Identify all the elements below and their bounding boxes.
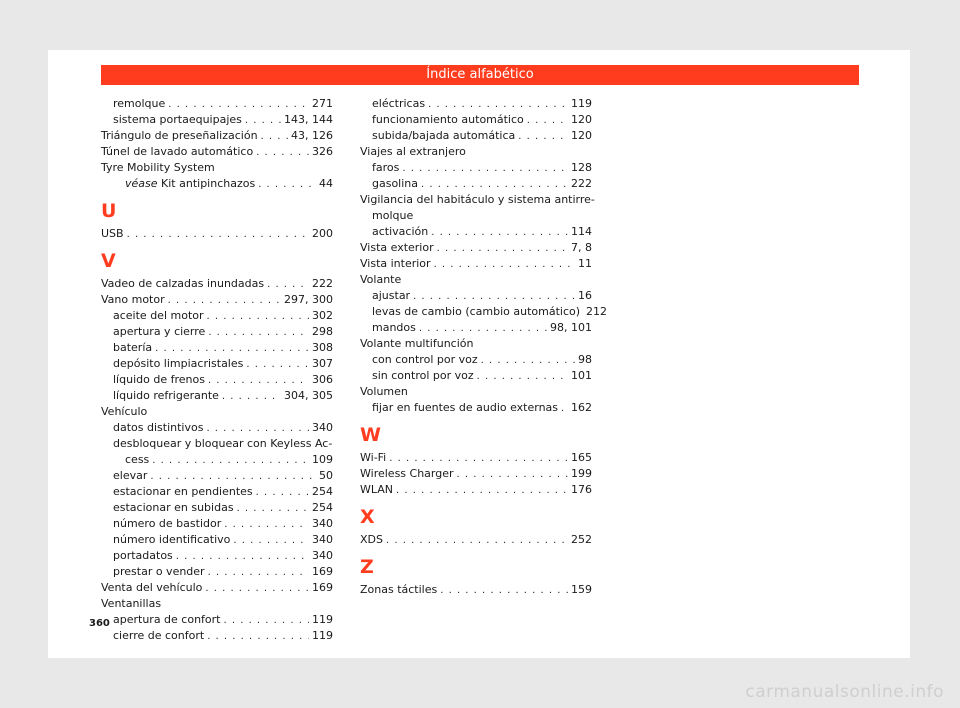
index-entry: [101, 564, 333, 580]
entry-text: número identificativo: [113, 533, 231, 546]
index-heading: Viajes al extranjero: [360, 145, 466, 158]
entry-text: Wi-Fi: [360, 451, 387, 464]
index-heading: Tyre Mobility System: [101, 161, 215, 174]
entry-text: sin control por voz: [372, 369, 474, 382]
index-heading: Vigilancia del habitáculo y sistema antirre-: [360, 193, 595, 206]
index-heading: Volante multifunción: [360, 337, 474, 350]
index-entry: [101, 226, 333, 242]
entry-pages: 176: [571, 483, 592, 496]
letter-heading-v: V: [101, 250, 116, 272]
dot-leader: [176, 549, 309, 565]
index-entry: [101, 340, 333, 356]
entry-text: batería: [113, 341, 153, 354]
entry-pages: 109: [312, 453, 333, 466]
entry-pages: 340: [312, 517, 333, 530]
dot-leader: [222, 389, 281, 405]
dot-leader: [431, 225, 568, 241]
entry-pages: 200: [312, 227, 333, 240]
dot-leader: [261, 129, 288, 145]
dot-leader: [152, 453, 309, 469]
entry-pages: 120: [571, 113, 592, 126]
index-entry: [101, 356, 333, 372]
entry-pages: 119: [571, 97, 592, 110]
index-entry: [101, 452, 333, 468]
dot-leader: [207, 629, 309, 645]
dot-leader: [237, 501, 309, 517]
index-entry: [360, 176, 592, 192]
section-header: Índice alfabético: [101, 65, 859, 85]
entry-pages: 143, 144: [284, 113, 333, 126]
entry-text: Vista interior: [360, 257, 431, 270]
index-column-left: [101, 96, 333, 644]
entry-text: Vano motor: [101, 293, 165, 306]
index-heading: Vehículo: [101, 405, 148, 418]
entry-text: ajustar: [372, 289, 411, 302]
dot-leader: [233, 533, 309, 549]
index-entry: [101, 532, 333, 548]
entry-pages: 98, 101: [550, 321, 592, 334]
entry-text: portadatos: [113, 549, 173, 562]
entry-text: faros: [372, 161, 400, 174]
entry-text: cess: [125, 453, 150, 466]
entry-pages: 254: [312, 485, 333, 498]
index-entry: [360, 450, 592, 466]
see-reference-word: véase: [125, 177, 158, 190]
dot-leader: [246, 357, 309, 373]
index-entry: [101, 144, 333, 160]
dot-leader: [150, 469, 316, 485]
entry-text: líquido de frenos: [113, 373, 205, 386]
entry-pages: 199: [571, 467, 592, 480]
entry-pages: 43, 126: [291, 129, 333, 142]
entry-text: gasolina: [372, 177, 419, 190]
entry-pages: 114: [571, 225, 592, 238]
index-heading: Volumen: [360, 385, 408, 398]
dot-leader: [413, 289, 575, 305]
entry-text: WLAN: [360, 483, 394, 496]
index-entry: [360, 582, 592, 598]
index-entry: [101, 548, 333, 564]
index-entry: [101, 580, 333, 596]
entry-pages: 7, 8: [571, 241, 592, 254]
dot-leader: [419, 321, 547, 337]
entry-group: [101, 276, 333, 644]
entry-text: Kit antipinchazos: [161, 177, 256, 190]
entry-pages: 340: [312, 533, 333, 546]
index-entry: [101, 372, 333, 388]
entry-text: estacionar en subidas: [113, 501, 234, 514]
index-heading: molque: [372, 209, 414, 222]
index-entry: [101, 516, 333, 532]
entry-text: Triángulo de preseñalización: [101, 129, 258, 142]
entry-pages: 254: [312, 501, 333, 514]
index-entry: [101, 112, 333, 128]
index-entry: [360, 288, 592, 304]
entry-pages: 159: [571, 583, 592, 596]
entry-pages: 306: [312, 373, 333, 386]
dot-leader: [518, 129, 568, 145]
entry-text: número de bastidor: [113, 517, 222, 530]
entry-group: [101, 226, 333, 242]
entry-group: [360, 450, 592, 498]
entry-pages: 169: [312, 581, 333, 594]
entry-pages: 212: [586, 305, 608, 318]
entry-pages: 298: [312, 325, 333, 338]
entry-pages: 222: [571, 177, 592, 190]
index-entry: [360, 240, 592, 256]
dot-leader: [207, 309, 309, 325]
entry-pages: 340: [312, 421, 333, 434]
index-heading: Ventanillas: [101, 597, 162, 610]
entry-pages: 222: [312, 277, 333, 290]
entry-text: con control por voz: [372, 353, 478, 366]
dot-leader: [256, 485, 309, 501]
index-entry: [360, 320, 592, 336]
index-entry: [360, 304, 608, 320]
index-entry: [101, 420, 333, 436]
index-entry-see-also: [101, 176, 333, 192]
entry-pages: 120: [571, 129, 592, 142]
dot-leader: [561, 401, 568, 417]
dot-leader: [256, 145, 309, 161]
entry-pages: 302: [312, 309, 333, 322]
dot-leader: [389, 451, 568, 467]
entry-text: fijar en fuentes de audio externas: [372, 401, 559, 414]
entry-pages: 252: [571, 533, 592, 546]
index-entry: [101, 500, 333, 516]
dot-leader: [168, 293, 281, 309]
entry-pages: 128: [571, 161, 592, 174]
dot-leader: [258, 177, 316, 193]
entry-pages: 11: [578, 257, 592, 270]
index-entry: [360, 368, 592, 384]
entry-text: Vadeo de calzadas inundadas: [101, 277, 265, 290]
entry-pages: 307: [312, 357, 333, 370]
entry-group: [360, 532, 592, 548]
index-entry: [360, 112, 592, 128]
entry-pages: 162: [571, 401, 592, 414]
entry-group: [360, 96, 608, 416]
index-entry: [360, 224, 592, 240]
index-entry: [360, 256, 592, 272]
index-entry: [101, 468, 333, 484]
dot-leader: [527, 113, 568, 129]
dot-leader: [224, 613, 310, 629]
entry-pages: 297, 300: [284, 293, 333, 306]
dot-leader: [457, 467, 568, 483]
index-entry: [360, 532, 592, 548]
entry-pages: 119: [312, 629, 333, 642]
index-entry: [101, 324, 333, 340]
entry-pages: 340: [312, 549, 333, 562]
dot-leader: [477, 369, 568, 385]
entry-pages: 271: [312, 97, 333, 110]
entry-text: cierre de confort: [113, 629, 205, 642]
index-column-right: [360, 96, 608, 598]
entry-text: subida/bajada automática: [372, 129, 516, 142]
entry-text: activación: [372, 225, 429, 238]
dot-leader: [437, 241, 568, 257]
entry-pages: 304, 305: [284, 389, 333, 402]
entry-pages: 326: [312, 145, 333, 158]
dot-leader: [481, 353, 575, 369]
dot-leader: [168, 97, 309, 113]
index-entry: [101, 484, 333, 500]
dot-leader: [428, 97, 568, 113]
entry-text: aceite del motor: [113, 309, 204, 322]
dot-leader: [267, 277, 309, 293]
dot-leader: [155, 341, 309, 357]
entry-pages: 101: [571, 369, 592, 382]
index-entry: [101, 96, 333, 112]
entry-group: [101, 96, 333, 176]
entry-text: XDS: [360, 533, 383, 546]
dot-leader: [440, 583, 568, 599]
entry-text: funcionamiento automático: [372, 113, 524, 126]
index-entry: [101, 276, 333, 292]
dot-leader: [386, 533, 568, 549]
dot-leader: [421, 177, 568, 193]
page-number: 360: [89, 618, 110, 629]
entry-text: apertura y cierre: [113, 325, 206, 338]
watermark-text: carmanualsonline.info: [745, 682, 944, 702]
index-entry: [360, 128, 592, 144]
index-heading: desbloquear y bloquear con Keyless Ac-: [113, 437, 333, 450]
letter-heading-x: X: [360, 506, 375, 528]
entry-text: Venta del vehículo: [101, 581, 203, 594]
dot-leader: [206, 421, 309, 437]
dot-leader: [205, 581, 309, 597]
dot-leader: [208, 373, 309, 389]
entry-text: líquido refrigerante: [113, 389, 219, 402]
entry-text: USB: [101, 227, 124, 240]
index-entry: [101, 128, 333, 144]
index-entry: [360, 160, 592, 176]
dot-leader: [245, 113, 281, 129]
entry-text: Túnel de lavado automático: [101, 145, 254, 158]
entry-text: Zonas táctiles: [360, 583, 438, 596]
entry-pages: 169: [312, 565, 333, 578]
entry-pages: 16: [578, 289, 592, 302]
dot-leader: [127, 227, 309, 243]
entry-text: mandos: [372, 321, 416, 334]
entry-text: sistema portaequipajes: [113, 113, 242, 126]
entry-text: eléctricas: [372, 97, 426, 110]
dot-leader: [208, 565, 309, 581]
entry-text: Vista exterior: [360, 241, 434, 254]
letter-heading-u: U: [101, 200, 117, 222]
index-entry: [101, 612, 333, 628]
entry-pages: 98: [578, 353, 592, 366]
index-entry: [360, 400, 592, 416]
entry-text: estacionar en pendientes: [113, 485, 253, 498]
index-entry: [101, 308, 333, 324]
letter-heading-z: Z: [360, 556, 374, 578]
entry-text: levas de cambio (cambio automático): [372, 305, 581, 318]
dot-leader: [434, 257, 575, 273]
index-entry: [360, 482, 592, 498]
index-entry: [101, 388, 333, 404]
index-entry: [360, 466, 592, 482]
entry-text: apertura de confort: [113, 613, 221, 626]
index-entry: [101, 628, 333, 644]
entry-text: Wireless Charger: [360, 467, 454, 480]
index-heading: Volante: [360, 273, 402, 286]
entry-pages: 44: [319, 177, 333, 190]
index-entry: [360, 352, 592, 368]
entry-pages: 308: [312, 341, 333, 354]
dot-leader: [396, 483, 568, 499]
index-entry: [101, 292, 333, 308]
entry-group: [360, 582, 592, 598]
entry-pages: 119: [312, 613, 333, 626]
entry-text: datos distintivos: [113, 421, 204, 434]
letter-heading-w: W: [360, 424, 381, 446]
dot-leader: [224, 517, 309, 533]
dot-leader: [402, 161, 568, 177]
entry-pages: 50: [319, 469, 333, 482]
entry-text: remolque: [113, 97, 166, 110]
entry-text: elevar: [113, 469, 148, 482]
entry-text: prestar o vender: [113, 565, 205, 578]
index-entry: [360, 96, 592, 112]
dot-leader: [208, 325, 309, 341]
entry-pages: 165: [571, 451, 592, 464]
entry-text: depósito limpiacristales: [113, 357, 244, 370]
